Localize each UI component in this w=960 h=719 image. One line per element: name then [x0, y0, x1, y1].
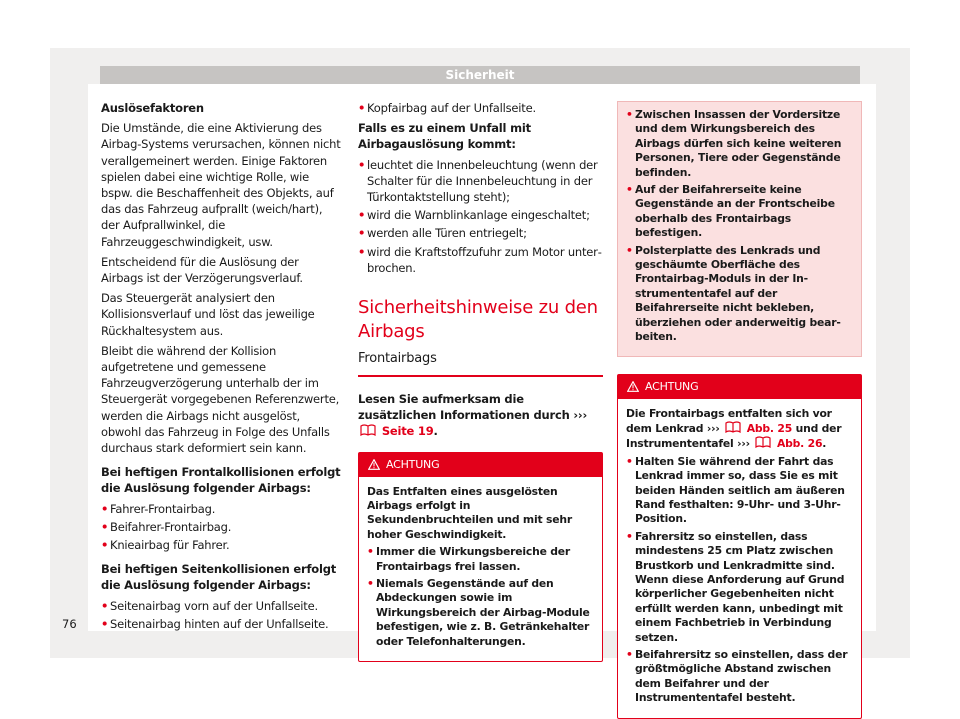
warning-body — [359, 477, 602, 661]
list-item: • Fahrer-Frontairbag. — [101, 501, 341, 517]
heading-seiten: Bei heftigen Seitenkollisionen erfolgt die Auslösung folgender Airbags: — [101, 562, 337, 593]
book-icon — [725, 421, 741, 433]
list-item: • Seitenairbag vorn auf der Unfallseite. — [101, 598, 341, 614]
heading-frontal: Bei heftigen Frontalkollisionen erfolgt die Auslösung folgender Airbags: — [101, 465, 341, 496]
list-item: • Kopfairbag auf der Unfallseite. — [358, 100, 603, 116]
intro-text — [358, 391, 603, 440]
link-abb-26[interactable]: Abb. 26 — [776, 437, 823, 451]
list-item: • Niemals Gegenstände auf den Abdeckungen sowie im Wirkungsbereich der Airbag-Module befestigen, wie z. B. Getränkehalter oder Telefonhalterungen. — [367, 577, 594, 649]
warning-body — [618, 399, 861, 718]
list-item: • wird die Kraftstoffzufuhr zum Motor unterbrochen. — [358, 244, 603, 276]
warning-text-part: und der Instrumententafel — [626, 421, 842, 451]
section-header: Sicherheit — [100, 66, 860, 84]
list-side-airbags — [101, 598, 341, 632]
section-subtitle: Frontairbags — [358, 350, 603, 377]
warning-text-part: Die Frontairbags entfalten sich vor dem Lenkrad — [626, 406, 832, 435]
list-kopfairbag — [358, 100, 603, 116]
book-icon — [755, 436, 771, 448]
paragraph: Die Umstände, die eine Aktivierung des Airbag-Systems verursachen, können nicht verallgemeinert werden. Einige Faktoren spielen dabei eine wichtige Rolle, wie bspw. die Beschaffenheit des Objekts, auf das das Fahrzeug aufprallt (weich/hart), der Aufprallwinkel, die Fahrzeuggeschwindigkeit, usw. — [101, 121, 341, 249]
page-number: 76 — [62, 617, 77, 631]
warning-title: ACHTUNG — [645, 379, 699, 393]
warning-list — [626, 455, 853, 706]
warning-title: ACHTUNG — [386, 457, 440, 471]
warning-list — [367, 545, 594, 649]
list-item: • leuchtet die Innenbeleuchtung (wenn der Schalter für die Innenbeleuchtung in der Türkontaktstellung steht); — [358, 157, 603, 206]
column-left — [101, 100, 341, 636]
intro-label: Lesen Sie aufmerksam die zusätzlichen Informationen durch — [358, 392, 570, 423]
punctuation: . — [822, 437, 827, 451]
list-item: • Beifahrersitz so einstellen, dass der größtmögliche Abstand zwischen dem Beifahrer und der Instrumententafel besteht. — [626, 648, 853, 706]
warning-text: Das Entfalten eines ausgelösten Airbags erfolgt in Sekundenbruchteilen und mit sehr hoher Geschwindigkeit. — [367, 484, 572, 541]
heading-unfall: Falls es zu einem Unfall mit Airbagauslösung kommt: — [358, 121, 531, 152]
list-item: • Zwischen Insassen der Vordersitze und dem Wirkungsbereich des Airbags dürfen sich keine weiteren Personen, Tiere oder Gegenstände befinden. — [626, 108, 853, 180]
reference-arrows: ››› — [706, 421, 720, 435]
section-title: Sicherheitshinweise zu den Airbags — [358, 297, 598, 343]
list-item: • Halten Sie während der Fahrt das Lenkrad immer so, dass Sie es mit beiden Händen seitlich am äußeren Rand festhalten: 9-Uhr- und 3-Uhr-Position. — [626, 455, 853, 527]
list-item: • werden alle Türen entriegelt; — [358, 225, 603, 241]
paragraph: Bleibt die während der Kollision aufgetretene und gemessene Fahrzeugverzögerung unterhalb der im Steuergerät vorgegebenen Referenzwerte, werden die Airbags nicht ausgelöst, obwohl das Fahrzeug in Folge des Unfalls durchaus stark deformiert sein kann. — [101, 343, 340, 456]
paragraph: Das Steuergerät analysiert den Kollisionsverlauf und löst das jeweilige Rückhaltesystem aus. — [101, 291, 315, 338]
reference-arrows: ››› — [573, 408, 587, 423]
list-item: • Auf der Beifahrerseite keine Gegenstände an der Frontscheibe oberhalb des Frontairbags befestigen. — [626, 183, 853, 241]
punctuation: . — [433, 424, 438, 439]
warning-header — [618, 375, 861, 399]
book-icon — [360, 424, 376, 436]
list-item: • Fahrersitz so einstellen, dass mindestens 25 cm Platz zwischen Brustkorb und Lenkradmitte sind. Wenn diese Anforderung auf Grund körperlicher Gegebenheiten nicht erfüllt werden kann, unbedingt mit einem Fachbetrieb in Verbindung setzen. — [626, 530, 853, 645]
list-item: • wird die Warnblinkanlage eingeschaltet; — [358, 207, 603, 223]
warning-box — [617, 374, 862, 719]
list-item: • Polsterplatte des Lenkrads und geschäumte Oberfläche des Frontairbag-Moduls in der Instrumententafel auf der Beifahrerseite nicht bekleben, überziehen oder anderweitig bearbeiten. — [626, 244, 853, 345]
paragraph: Entscheidend für die Auslösung der Airbags ist der Verzögerungsverlauf. — [101, 254, 303, 286]
list-front-airbags — [101, 501, 341, 554]
warning-header — [359, 453, 602, 477]
warning-box — [358, 452, 603, 662]
warning-text — [626, 407, 853, 452]
link-abb-25[interactable]: Abb. 25 — [746, 421, 793, 435]
list-item: • Knieairbag für Fahrer. — [101, 537, 341, 553]
list-unfall — [358, 157, 603, 276]
column-middle — [358, 100, 603, 662]
reference-arrows: ››› — [737, 437, 750, 451]
heading-ausloesefaktoren: Auslösefaktoren — [101, 101, 204, 115]
notice-list — [626, 108, 853, 345]
list-item: • Immer die Wirkungsbereiche der Frontairbags frei lassen. — [367, 545, 594, 574]
notice-box — [617, 101, 862, 357]
warning-triangle-icon — [627, 381, 639, 392]
list-item: • Seitenairbag hinten auf der Unfallseite. — [101, 616, 341, 632]
link-seite-19[interactable]: Seite 19 — [381, 424, 434, 439]
column-right — [617, 101, 862, 719]
list-item: • Beifahrer-Frontairbag. — [101, 519, 341, 535]
warning-triangle-icon — [368, 459, 380, 470]
